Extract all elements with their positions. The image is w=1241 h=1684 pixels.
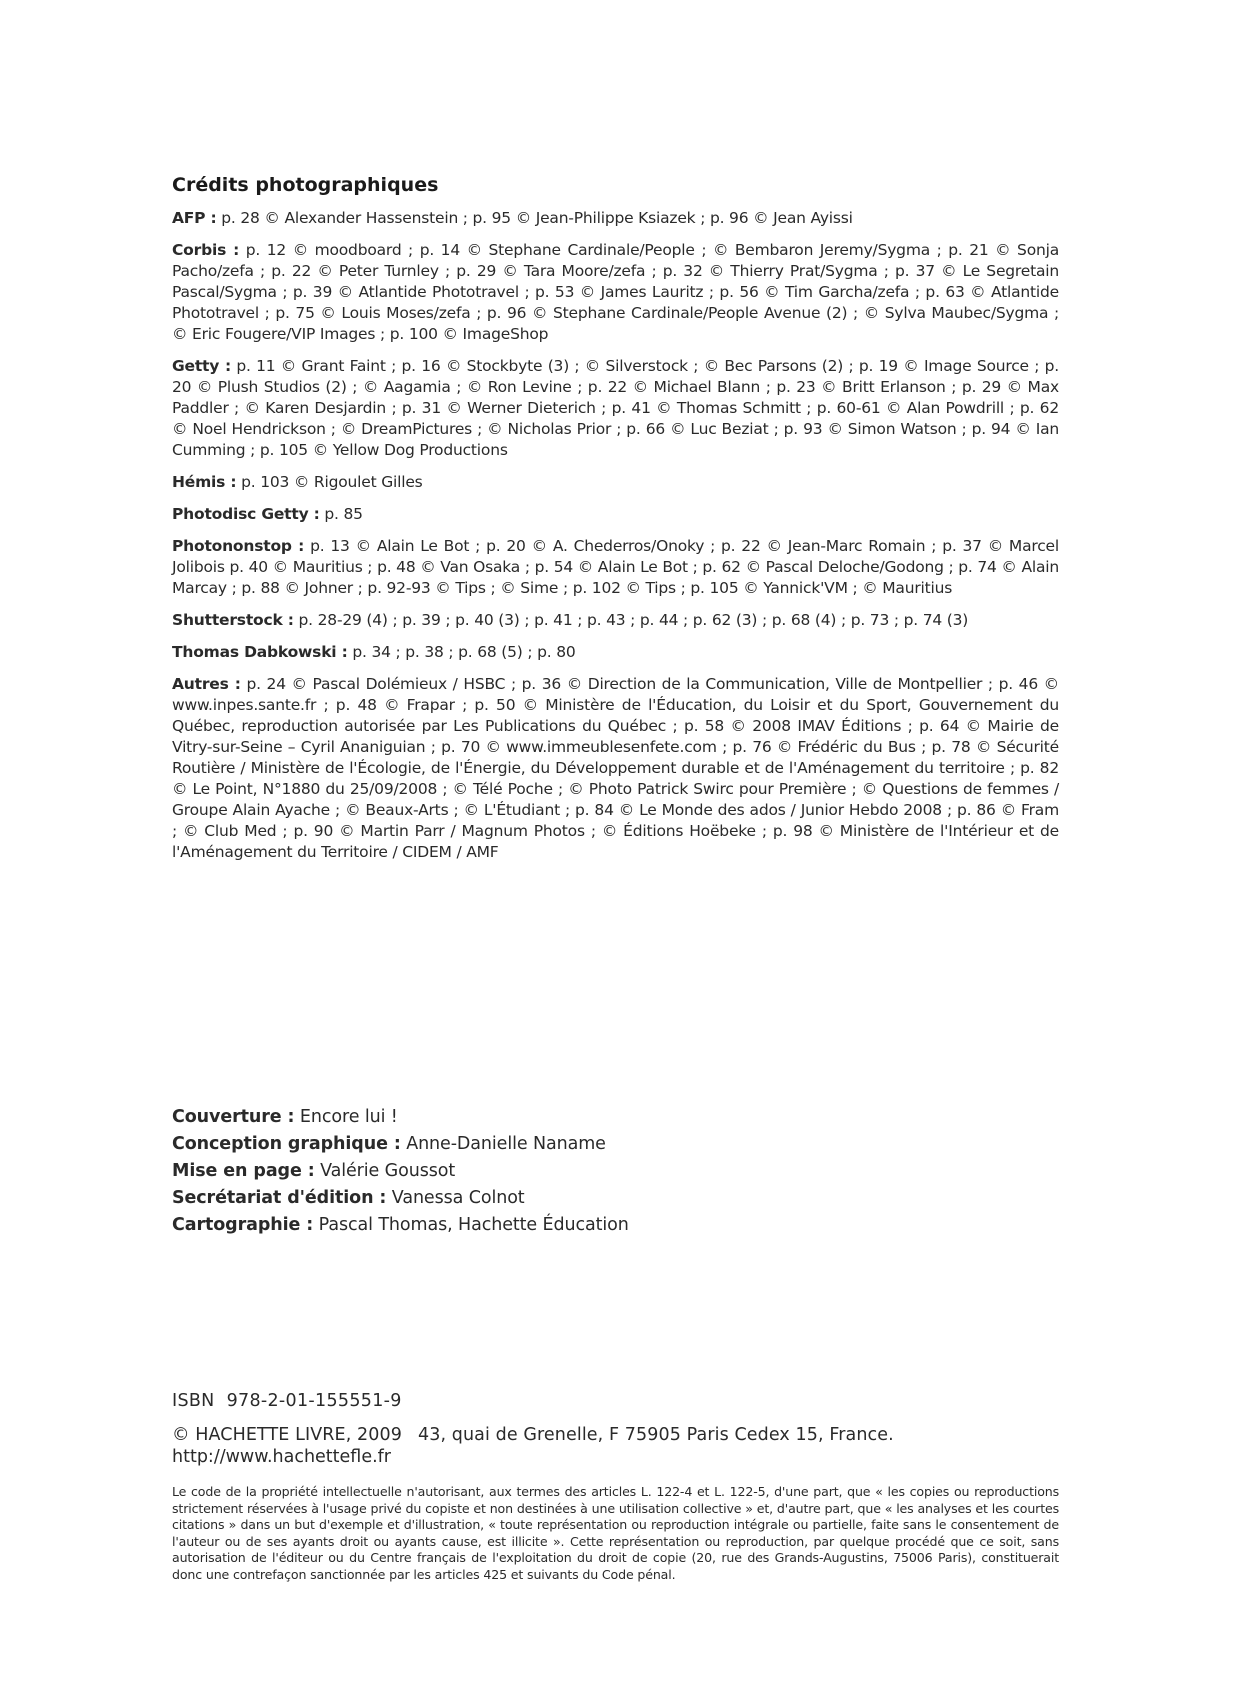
credit-source: Corbis : xyxy=(172,241,240,259)
staff-row xyxy=(172,1185,1059,1212)
staff-label: Conception graphique : xyxy=(172,1134,401,1154)
credit-text: p. 85 xyxy=(319,505,363,523)
credit-source: Hémis : xyxy=(172,473,237,491)
credit-text: p. 103 © Rigoulet Gilles xyxy=(236,473,423,491)
credit-entry xyxy=(172,536,1059,599)
credit-source: Photononstop : xyxy=(172,537,305,555)
copyright-row xyxy=(172,1424,1059,1446)
isbn-number: 978-2-01-155551-9 xyxy=(226,1391,402,1411)
staff-row xyxy=(172,1104,1059,1131)
copyright-text: © HACHETTE LIVRE, 2009 xyxy=(172,1425,402,1445)
credit-source: Shutterstock : xyxy=(172,611,294,629)
photo-credits-section xyxy=(172,174,1059,874)
staff-value: Vanessa Colnot xyxy=(386,1188,525,1208)
credit-source: AFP : xyxy=(172,209,217,227)
credit-text: p. 24 © Pascal Dolémieux / HSBC ; p. 36 © Direction de la Communication, Ville de Montpellier ; p. 46 © www.inpes.sante.fr ; p. 48 © Frapar ; p. 50 © Ministère de l'Éducation, du Loisir et du Sport, Gouvernement du Québec, reproduction autorisée par Les Publications du Québec ; p. 58 © 2008 IMAV Éditions ; p. 64 © Mairie de Vitry-sur-Seine – Cyril Ananiguian ; p. 70 © www.immeublesenfete.com ; p. 76 © Frédéric du Bus ; p. 78 © Sécurité Routière / Ministère de l'Écologie, de l'Énergie, du Développement durable et de l'Aménagement du territoire ; p. 82 © Le Point, N°1880 du 25/09/2008 ; © Télé Poche ; © Photo Patrick Swirc pour Première ; © Questions de femmes / Groupe Alain Ayache ; © Beaux-Arts ; © L'Étudiant ; p. 84 © Le Monde des ados / Junior Hebdo 2008 ; p. 86 © Fram ; © Club Med ; p. 90 © Martin Parr / Magnum Photos ; © Éditions Hoëbeke ; p. 98 © Ministère de l'Intérieur et de l'Aménagement du Territoire / CIDEM / AMF xyxy=(172,675,1059,861)
legal-section xyxy=(172,1390,1059,1596)
credit-entry xyxy=(172,472,1059,493)
isbn-label: ISBN xyxy=(172,1391,215,1411)
credit-text: p. 11 © Grant Faint ; p. 16 © Stockbyte (3) ; © Silverstock ; © Bec Parsons (2) ; p. 19 © Image Source ; p. 20 © Plush Studios (2) ; © Aagamia ; © Ron Levine ; p. 22 © Michael Blann ; p. 23 © Britt Erlanson ; p. 29 © Max Paddler ; © Karen Desjardin ; p. 31 © Werner Dieterich ; p. 41 © Thomas Schmitt ; p. 60-61 © Alan Powdrill ; p. 62 © Noel Hendrickson ; © DreamPictures ; © Nicholas Prior ; p. 66 © Luc Beziat ; p. 93 © Simon Watson ; p. 94 © Ian Cumming ; p. 105 © Yellow Dog Productions xyxy=(172,357,1059,459)
staff-value: Valérie Goussot xyxy=(314,1161,456,1181)
staff-row xyxy=(172,1212,1059,1239)
credit-source: Photodisc Getty : xyxy=(172,505,320,523)
credit-text: p. 12 © moodboard ; p. 14 © Stephane Cardinale/People ; © Bembaron Jeremy/Sygma ; p. 21 © Sonja Pacho/zefa ; p. 22 © Peter Turnley ; p. 29 © Tara Moore/zefa ; p. 32 © Thierry Prat/Sygma ; p. 37 © Le Segretain Pascal/Sygma ; p. 39 © Atlantide Phototravel ; p. 53 © James Lauritz ; p. 56 © Tim Garcha/zefa ; p. 63 © Atlantide Phototravel ; p. 75 © Louis Moses/zefa ; p. 96 © Stephane Cardinale/People Avenue (2) ; © Sylva Maubec/Sygma ; © Eric Fougere/VIP Images ; p. 100 © ImageShop xyxy=(172,241,1060,343)
credit-entry xyxy=(172,504,1059,525)
staff-label: Secrétariat d'édition : xyxy=(172,1188,387,1208)
credit-entry xyxy=(172,240,1059,345)
credit-entry xyxy=(172,674,1059,863)
staff-row xyxy=(172,1131,1059,1158)
credit-source: Autres : xyxy=(172,675,241,693)
publisher-address: 43, quai de Grenelle, F 75905 Paris Cedex 15, France. xyxy=(417,1425,894,1445)
credit-text: p. 28-29 (4) ; p. 39 ; p. 40 (3) ; p. 41 ; p. 43 ; p. 44 ; p. 62 (3) ; p. 68 (4) ; p. 73 ; p. 74 (3) xyxy=(293,611,969,629)
staff-label: Couverture : xyxy=(172,1107,295,1127)
credit-entry xyxy=(172,356,1059,461)
credits-title: Crédits photographiques xyxy=(172,174,439,196)
staff-row xyxy=(172,1158,1059,1185)
credit-text: p. 13 © Alain Le Bot ; p. 20 © A. Chederros/Onoky ; p. 22 © Jean-Marc Romain ; p. 37 © Marcel Jolibois p. 40 © Mauritius ; p. 48 © Van Osaka ; p. 54 © Alain Le Bot ; p. 62 © Pascal Deloche/Godong ; p. 74 © Alain Marcay ; p. 88 © Johner ; p. 92-93 © Tips ; © Sime ; p. 102 © Tips ; p. 105 © Yannick'VM ; © Mauritius xyxy=(172,537,1060,597)
staff-label: Mise en page : xyxy=(172,1161,315,1181)
credit-source: Getty : xyxy=(172,357,231,375)
isbn-row xyxy=(172,1390,1059,1412)
credit-text: p. 28 © Alexander Hassenstein ; p. 95 © Jean-Philippe Ksiazek ; p. 96 © Jean Ayissi xyxy=(216,209,853,227)
staff-value: Pascal Thomas, Hachette Éducation xyxy=(313,1215,629,1235)
staff-value: Encore lui ! xyxy=(294,1107,398,1127)
publisher-website: http://www.hachettefle.fr xyxy=(172,1447,391,1467)
staff-value: Anne-Danielle Naname xyxy=(400,1134,606,1154)
staff-credits-section xyxy=(172,1104,1059,1239)
staff-label: Cartographie : xyxy=(172,1215,314,1235)
credit-entry xyxy=(172,208,1059,229)
legal-notice: Le code de la propriété intellectuelle n'autorisant, aux termes des articles L. 122-4 et L. 122-5, d'une part, que « les copies ou reproductions strictement réservées à l'usage privé du copiste et non destinées à une utilisation collective » et, d'autre part, que « les analyses et les courtes citations » dans un but d'exemple et d'illustration, « toute représentation ou reproduction intégrale ou partielle, faite sans le consentement de l'auteur ou de ses ayants droit ou ayants cause, est illicite ». Cette représentation ou reproduction, par quelque procédé que ce soit, sans autorisation de l'éditeur ou du Centre français de l'exploitation du droit de copie (20, rue des Grands-Augustins, 75006 Paris), constituerait donc une contrefaçon sanctionnée par les articles 425 et suivants du Code pénal. xyxy=(172,1484,1059,1582)
credit-entry xyxy=(172,610,1059,631)
credit-text: p. 34 ; p. 38 ; p. 68 (5) ; p. 80 xyxy=(347,643,576,661)
credit-entry xyxy=(172,642,1059,663)
credit-source: Thomas Dabkowski : xyxy=(172,643,348,661)
